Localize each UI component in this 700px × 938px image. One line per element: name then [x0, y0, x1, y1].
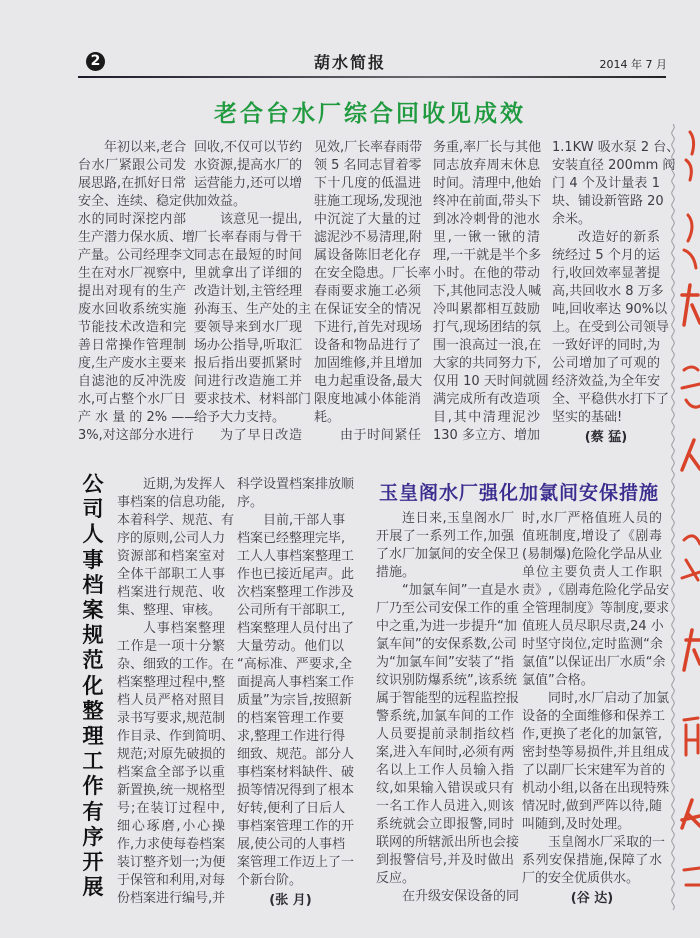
text-line: 档案整理过程中,整	[117, 675, 226, 690]
text-line: 善日常操作管理制	[78, 338, 186, 353]
text-line: 同志放弃周末休息	[433, 158, 540, 173]
text-line: 系统就会立即报警,同时	[376, 817, 514, 832]
newspaper-name: 葫水简报	[313, 53, 386, 72]
text-line: 一致好评的同时,为	[552, 338, 661, 353]
text-line: 事档案材料缺件、破	[237, 765, 355, 780]
text-line: 展思路,在抓好日常	[78, 176, 187, 191]
article1-column-2	[194, 139, 312, 445]
text-line: 案管理工作迈上了一	[237, 855, 355, 870]
text-line: 产量。公司经理李文	[78, 248, 196, 263]
vertical-title-char: 序	[82, 824, 104, 849]
text-line: 机动小组,以备在出现特殊	[522, 781, 670, 796]
text-line: 在安全隐患。厂长率	[314, 266, 432, 281]
article3-column-1	[376, 510, 520, 906]
text-line: 为“加氯车间”安装了“指	[376, 655, 514, 670]
article3-byline: (谷 达)	[570, 891, 614, 906]
text-line: 安装直径 200mm 阀	[552, 158, 676, 173]
text-line: 工作是一项十分繁	[117, 639, 225, 654]
issue-date: 2014 年 7 月	[599, 58, 667, 71]
text-line: 科学设置档案排放顺	[237, 477, 355, 492]
text-line: “加氯车间”一直是水	[402, 583, 520, 598]
text-line: 录书写要求,规范制	[117, 711, 226, 726]
text-line: 水资源,提高水厂的	[194, 158, 303, 173]
text-line: 报后指出要抓紧时	[194, 356, 302, 371]
text-line: 人事档案整理	[143, 621, 225, 636]
text-line: 密封垫等易损件,并且组成	[522, 745, 670, 760]
text-line: 全管理制度》等制度,要求	[522, 601, 670, 616]
text-line: 序。	[237, 495, 264, 510]
text-line: 由于时间紧任	[340, 428, 421, 443]
text-line: 装订整齐划一;为便	[117, 855, 226, 870]
text-line: 联网的所辖派出所也会接	[376, 835, 520, 850]
text-line: (易制爆)危险化学品从业	[522, 547, 663, 562]
text-line: 资源部和档案室对	[117, 549, 225, 564]
text-line: 氯值”合格。	[522, 673, 594, 688]
text-line: 水的同时深挖内部	[78, 212, 186, 227]
text-line: 理,一干就是半个多	[433, 248, 542, 263]
text-line: 在升级安保设备的同	[402, 889, 520, 904]
text-line: 设备和物品进行了	[314, 338, 421, 353]
text-line: 损等情况得到了根本	[237, 783, 355, 798]
text-line: 氯车间”的安保系数,公司	[376, 637, 517, 652]
text-line: 领 5 名同志冒着零	[314, 158, 422, 173]
text-line: 档人员严格对照目	[117, 693, 225, 708]
text-line: 经济效益,为全年安	[552, 374, 661, 389]
page-number-badge: 2	[86, 52, 105, 71]
text-line: 目,其中清理泥沙	[433, 410, 540, 425]
text-line: 时间。清理中,他始	[433, 176, 542, 191]
text-line: 要求技术、材料部门	[194, 392, 312, 407]
text-line: 细心琢磨,小心操	[117, 819, 225, 834]
article3-column-2	[522, 510, 670, 908]
text-line: 大量劳动。他们以	[237, 639, 344, 654]
text-line: 工人人事档案整理工	[237, 549, 355, 564]
text-line: 改造好的新系	[578, 230, 660, 245]
text-line: 电力起重设备,最大	[314, 374, 423, 389]
text-line: 值班制度,增设了《剧毒	[522, 529, 662, 544]
vertical-title-char: 整	[82, 698, 104, 723]
text-line: 属设备陈旧老化存	[314, 248, 421, 263]
article1-byline: (蔡 猛)	[584, 430, 628, 445]
text-line: 改造计划,主管经理	[194, 284, 303, 299]
text-line: 台水厂紧跟公司发	[78, 158, 186, 173]
text-line: 新置换,统一规格型	[117, 783, 226, 798]
text-line: 年初以来,老合	[104, 140, 187, 155]
text-line: 加效益。	[194, 194, 247, 209]
text-line: 吨,回收率达 90%以	[552, 302, 668, 317]
article2-vertical-title	[80, 472, 106, 900]
text-line: 统经过 5 个月的运	[552, 248, 660, 263]
vertical-title-char: 工	[82, 749, 104, 774]
text-line: 产 水 量 的 2% ——	[78, 410, 198, 425]
text-line: 了水厂加氯间的安全保卫	[376, 547, 520, 562]
text-line: 满完成所有改造项	[433, 392, 540, 407]
text-line: 杂、细致的工作。在	[117, 657, 235, 672]
text-line: 氯值”以保证出厂水质“余	[522, 655, 666, 670]
vertical-title-char: 范	[82, 648, 104, 673]
text-line: 中之重,为进一步提升“加	[376, 619, 517, 634]
vertical-title-char: 规	[82, 623, 104, 648]
text-line: 到冰冷刺骨的池水	[433, 212, 540, 227]
text-line: 该意见一提出,	[220, 212, 303, 227]
article1-column-4	[433, 139, 549, 445]
text-line: 3%,对这部分水进行	[78, 428, 194, 443]
text-line: 公司增加了可观的	[552, 356, 660, 371]
text-line: 案,进入车间时,必须有两	[376, 745, 515, 760]
text-line: 一名工作人员进入,则该	[376, 799, 514, 814]
vertical-title-char: 化	[82, 673, 104, 698]
text-line: 运营能力,还可以增	[194, 176, 303, 191]
text-line: 反应。	[376, 871, 416, 886]
text-line: 到报警信号,并及时做出	[376, 853, 514, 868]
vertical-title-char: 人	[82, 522, 104, 547]
text-line: 行,收回效率显著提	[552, 266, 661, 281]
text-line: 号;在装订过程中,	[117, 801, 225, 816]
article3-title: 玉皇阁水厂强化加氯间安保措施	[378, 482, 659, 504]
text-line: 度,生产废水主要来	[78, 356, 187, 371]
text-line: 责》,《剧毒危险化学品安	[522, 583, 670, 598]
text-line: 目前,干部人事	[263, 513, 346, 528]
vertical-title-char: 案	[82, 598, 104, 623]
text-line: 作也已接近尾声。此	[237, 567, 355, 582]
vertical-title-char: 理	[82, 724, 104, 749]
text-line: 的档案管理工作要	[237, 711, 344, 726]
text-line: 事档案管理工作的开	[237, 819, 355, 834]
text-line: 回收,不仅可以节约	[194, 140, 303, 155]
article1-column-3	[314, 139, 432, 445]
text-line: 节能技术改造和完	[78, 320, 186, 335]
vertical-title-char: 档	[82, 572, 104, 597]
article2-column-1	[117, 476, 235, 908]
article1-column-5	[552, 139, 680, 447]
text-line: 间进行改造施工并	[194, 374, 302, 389]
article1-title: 老合台水厂综合回收见成效	[214, 101, 526, 127]
text-line: 全体干部职工人事	[117, 567, 225, 582]
text-line: 打气,现场团结的氛	[433, 320, 542, 335]
text-line: 好转,便利了日后人	[237, 801, 346, 816]
text-line: 场办公指导,听取汇	[194, 338, 303, 353]
text-line: 质量”为宗旨,按照新	[237, 693, 352, 708]
text-line: 中沉淀了大量的过	[314, 212, 421, 227]
text-line: 块、铺设新管路 20	[552, 194, 664, 209]
text-line: 人员要提前录制指纹档	[376, 727, 514, 742]
vertical-title-char: 开	[82, 850, 104, 875]
text-line: 设备的全面维修和保养工	[522, 709, 666, 724]
text-line: 加固维修,并且增加	[314, 356, 423, 371]
text-line: 厂乃至公司安保工作的重	[376, 601, 520, 616]
text-line: 档案整理人员付出了	[237, 621, 355, 636]
text-line: 情况时,做到严阵以待,随	[522, 799, 662, 814]
text-line: 生在对水厂视察中,	[78, 266, 187, 281]
text-line: 份档案进行编号,并	[117, 891, 226, 906]
text-line: 驻施工现场,发现池	[314, 194, 423, 209]
text-line: 围一浪高过一浪,在	[433, 338, 542, 353]
article2-byline: (张 月)	[269, 893, 312, 908]
text-line: 档案进行规范、收	[117, 585, 225, 600]
text-line: 单位主要负责人工作职	[522, 565, 662, 580]
vertical-title-char: 展	[82, 875, 104, 900]
text-line: 序的原则,公司人力	[117, 531, 226, 546]
text-line: 叫随到,及时处理。	[522, 817, 631, 832]
text-line: 时,水厂严格值班人员的	[522, 511, 662, 526]
text-line: 自滤池的反冲洗废	[78, 374, 186, 389]
text-line: 规范;对原先破损的	[117, 747, 226, 762]
text-line: 见效,厂长率春雨带	[314, 140, 423, 155]
text-line: 全、平稳供水打下了	[552, 392, 670, 407]
text-line: 集、整理、审核。	[117, 603, 222, 618]
text-line: 系列安保措施,保障了水	[522, 853, 662, 868]
article1-column-1	[78, 139, 198, 445]
text-line: “高标准、严要求,全	[237, 657, 352, 672]
text-line: 次档案整理工作涉及	[237, 585, 355, 600]
vertical-title-char: 公	[82, 472, 104, 496]
text-line: 了以副厂长宋建军为首的	[522, 763, 666, 778]
text-line: 终冲在前面,带头下	[433, 194, 542, 209]
text-line: 孙海玉、生产处的主	[194, 302, 312, 317]
text-line: 坚实的基础!	[552, 410, 623, 425]
text-line: 下进行,首先对现场	[314, 320, 423, 335]
text-line: 近期,为发挥人	[143, 477, 226, 492]
text-line: 公司所有干部职工,	[237, 603, 346, 618]
text-line: 作目录、作到简明、	[117, 729, 235, 744]
text-line: 小时。在他的带动	[433, 266, 540, 281]
text-line: 里就拿出了详细的	[194, 266, 302, 281]
text-line: 大家的共同努力下,	[433, 356, 542, 371]
text-line: 为了早日改造	[220, 428, 302, 443]
text-line: 下,其他同志没人喊	[433, 284, 542, 299]
text-line: 展,使公司的人事档	[237, 837, 346, 852]
vertical-title-char: 事	[82, 547, 104, 572]
text-line: 作,力求使每卷档案	[117, 837, 226, 852]
vertical-title-char: 司	[82, 497, 104, 522]
text-line: 下十几度的低温进	[314, 176, 421, 191]
text-line: 在保证安全的情况	[314, 302, 421, 317]
text-line: 要领导来到水厂现	[194, 320, 302, 335]
text-line: 于保管和利用,对每	[117, 873, 226, 888]
text-line: 同时,水厂启动了加氯	[548, 691, 670, 706]
text-line: 值班人员尽职尽责,24 小	[522, 619, 664, 634]
text-line: 档案已经整理完毕,	[237, 531, 346, 546]
text-line: 余米。	[552, 212, 592, 227]
text-line: 厂的安全优质供水。	[522, 871, 640, 886]
text-line: 130 多立方、增加	[433, 428, 540, 443]
text-line: 1.1KW 吸水泵 2 台、	[552, 140, 680, 155]
text-line: 安全、连续、稳定供	[78, 194, 196, 209]
text-line: 名以上工作人员输入指	[376, 763, 514, 778]
text-line: 上。在受到公司领导	[552, 320, 670, 335]
text-line: 厂长率春雨与骨干	[194, 230, 302, 245]
text-line: 本着科学、规范、有	[117, 513, 235, 528]
text-line: 高,共回收水 8 万多	[552, 284, 664, 299]
text-line: 务重,率厂长与其他	[433, 140, 542, 155]
text-line: 春雨要求施工必须	[314, 284, 421, 299]
text-line: 耗。	[314, 410, 341, 425]
text-line: 冷叫累都相互鼓励	[433, 302, 540, 317]
text-line: 仅用 10 天时间就圆	[433, 374, 549, 389]
text-line: 时坚守岗位,定时监测“余	[522, 637, 663, 652]
text-line: 面提高人事档案工作	[237, 675, 355, 690]
text-line: 档案盒全部予以重	[117, 765, 225, 780]
text-line: 纹识别防爆系统”,该系统	[376, 673, 517, 688]
text-line: 水,可占整个水厂日	[78, 392, 187, 407]
text-line: 里,一锹一锹的清	[433, 230, 540, 245]
text-line: 提出对现有的生产	[78, 284, 186, 299]
text-line: 玉皇阁水厂采取的一	[548, 835, 666, 850]
text-line: 同志在最短的时间	[194, 248, 302, 263]
text-line: 求,整理工作进行得	[237, 729, 346, 744]
text-line: 个新台阶。	[237, 873, 303, 888]
header-rule	[78, 76, 666, 78]
text-line: 给予大力支持。	[194, 410, 286, 425]
text-line: 措施。	[376, 565, 416, 580]
vertical-title-char: 作	[82, 774, 104, 799]
vertical-title-char: 有	[82, 799, 104, 824]
text-line: 废水回收系统实施	[78, 302, 186, 317]
text-line: 属于智能型的远程监控报	[376, 691, 520, 706]
text-line: 作,更换了老化的加氯管,	[522, 727, 662, 742]
text-line: 连日来,玉皇阁水厂	[402, 511, 514, 526]
red-calligraphy-decoration	[676, 120, 700, 900]
text-line: 警系统,加氯车间的工作	[376, 709, 514, 724]
text-line: 门 4 个及计量表 1	[552, 176, 660, 191]
article2-column-2	[237, 476, 355, 910]
text-line: 细致、规范。部分人	[237, 747, 355, 762]
text-line: 滤泥沙不易清理,附	[314, 230, 423, 245]
text-line: 纹,如果输入错误或只有	[376, 781, 514, 796]
text-line: 生产潜力保水质、增	[78, 230, 196, 245]
text-line: 开展了一系列工作,加强	[376, 529, 514, 544]
text-line: 事档案的信息功能,	[117, 495, 226, 510]
text-line: 限度地减小体能消	[314, 392, 421, 407]
